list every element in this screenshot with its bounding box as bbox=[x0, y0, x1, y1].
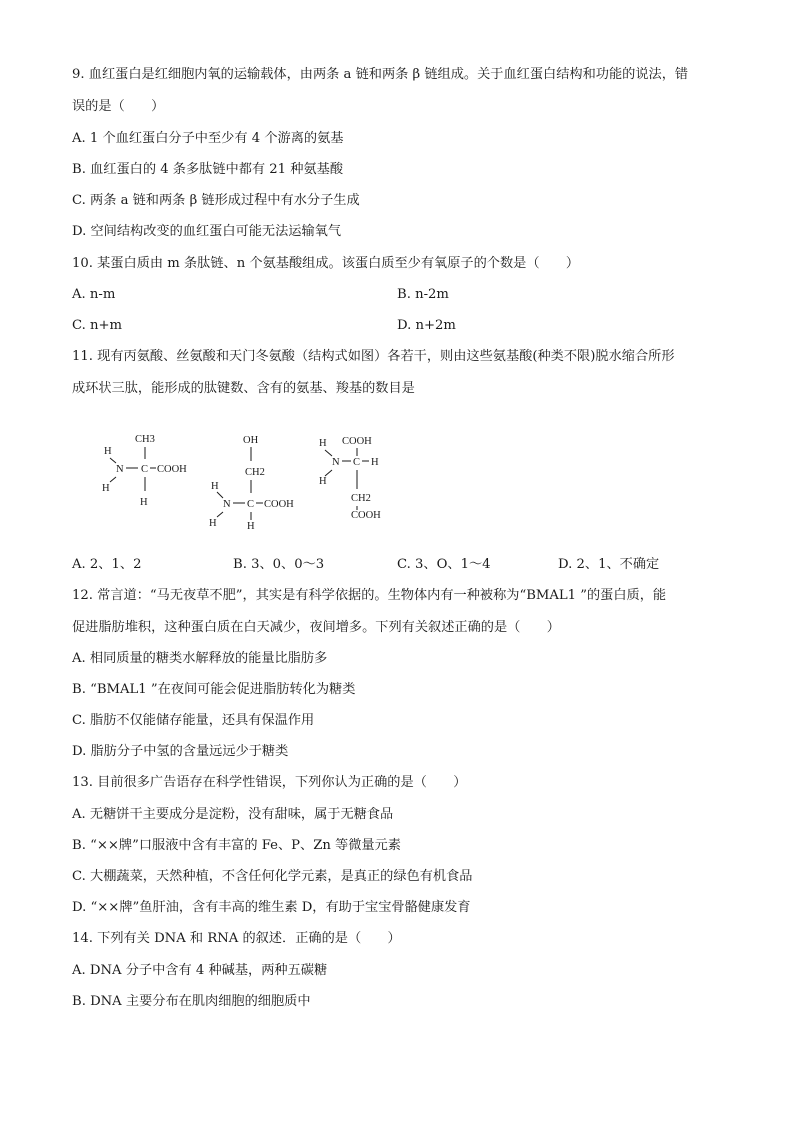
q10-option-c: C. n+m bbox=[72, 318, 123, 333]
q12-stem-line1: 12. 常言道：“马无夜草不肥”，其实是有科学依据的。生物体内有一种被称为“BMAL1 ”的蛋白质，能 bbox=[72, 588, 667, 603]
q11-option-a: A. 2、1、2 bbox=[72, 557, 142, 572]
alanine-structure bbox=[102, 434, 187, 508]
serine-c: C bbox=[247, 499, 255, 510]
alanine-cooh: COOH bbox=[157, 464, 187, 475]
q11-option-b: B. 3、0、0～3 bbox=[233, 557, 325, 572]
q11-option-d: D. 2、1、不确定 bbox=[558, 557, 660, 572]
q12-option-a: A. 相同质量的糖类水解释放的能量比脂肪多 bbox=[72, 651, 328, 666]
q9-stem-line2: 误的是（ ） bbox=[72, 99, 165, 114]
amino-acid-structures-figure bbox=[95, 425, 405, 535]
aspartic-acid-structure bbox=[319, 436, 381, 521]
q13-stem: 13. 目前很多广告语存在科学性错误，下列你认为正确的是（ ） bbox=[72, 775, 467, 790]
q12-option-b: B. “BMAL1 ”在夜间可能会促进脂肪转化为糖类 bbox=[72, 682, 356, 697]
q10-stem: 10. 某蛋白质由 m 条肽链、n 个氨基酸组成。该蛋白质至少有氧原子的个数是（ ） bbox=[72, 256, 580, 271]
q10-option-b: B. n-2m bbox=[397, 287, 449, 302]
q9-stem-line1: 9. 血红蛋白是红细胞内氧的运输载体，由两条 a 链和两条 β 链组成。关于血红蛋白结构和功能的说法，错 bbox=[72, 67, 689, 82]
serine-n: N bbox=[223, 499, 231, 510]
alanine-c: C bbox=[141, 464, 149, 475]
q9-option-c: C. 两条 a 链和两条 β 链形成过程中有水分子生成 bbox=[72, 193, 360, 208]
aspartic-ch2: CH2 bbox=[351, 493, 371, 504]
alanine-h-alpha: H bbox=[140, 497, 148, 508]
q12-option-d: D. 脂肪分子中氢的含量远远少于糖类 bbox=[72, 744, 289, 759]
serine-h-alpha: H bbox=[247, 521, 255, 532]
aspartic-c: C bbox=[353, 457, 361, 468]
alanine-ch3: CH3 bbox=[135, 434, 155, 445]
q9-option-b: B. 血红蛋白的 4 条多肽链中都有 21 种氨基酸 bbox=[72, 162, 344, 177]
q11-stem-line2: 成环状三肽，能形成的肽键数、含有的氨基、羧基的数目是 bbox=[72, 381, 415, 396]
aspartic-cooh-top: COOH bbox=[342, 436, 372, 447]
aspartic-h-bottom: H bbox=[319, 476, 327, 487]
serine-h-top: H bbox=[211, 481, 219, 492]
q13-option-a: A. 无糖饼干主要成分是淀粉，没有甜味，属于无糖食品 bbox=[72, 807, 394, 822]
q13-option-c: C. 大棚蔬菜，天然种植，不含任何化学元素，是真正的绿色有机食品 bbox=[72, 869, 473, 884]
q9-option-a: A. 1 个血红蛋白分子中至少有 4 个游离的氨基 bbox=[72, 131, 344, 146]
serine-oh: OH bbox=[243, 435, 259, 446]
q10-option-d: D. n+2m bbox=[397, 318, 456, 333]
q12-stem-line2: 促进脂肪堆积，这种蛋白质在白天减少，夜间增多。下列有关叙述正确的是（ ） bbox=[72, 620, 560, 635]
serine-h-bottom: H bbox=[209, 518, 217, 529]
aspartic-n: N bbox=[332, 457, 340, 468]
q9-option-d: D. 空间结构改变的血红蛋白可能无法运输氧气 bbox=[72, 224, 342, 239]
serine-cooh: COOH bbox=[264, 499, 294, 510]
serine-ch2: CH2 bbox=[245, 467, 265, 478]
aspartic-cooh-bottom: COOH bbox=[351, 510, 381, 521]
alanine-h-top: H bbox=[104, 446, 112, 457]
q14-option-b: B. DNA 主要分布在肌肉细胞的细胞质中 bbox=[72, 994, 311, 1009]
q13-option-b: B. “××牌”口服液中含有丰富的 Fe、P、Zn 等微量元素 bbox=[72, 838, 401, 853]
q14-option-a: A. DNA 分子中含有 4 种碱基，两种五碳糖 bbox=[72, 963, 328, 978]
q11-stem-line1: 11. 现有丙氨酸、丝氨酸和天门冬氨酸（结构式如图）各若干，则由这些氨基酸(种类不限)脱水缩合所形 bbox=[72, 349, 675, 364]
aspartic-h-alpha: H bbox=[371, 457, 379, 468]
q14-stem: 14. 下列有关 DNA 和 RNA 的叙述．正确的是（ ） bbox=[72, 931, 401, 946]
alanine-h-bottom: H bbox=[102, 483, 110, 494]
q13-option-d: D. “××牌”鱼肝油，含有丰高的维生素 D，有助于宝宝骨骼健康发育 bbox=[72, 900, 471, 915]
q11-option-c: C. 3、O、1～4 bbox=[397, 557, 491, 572]
q12-option-c: C. 脂肪不仅能储存能量，还具有保温作用 bbox=[72, 713, 315, 728]
alanine-n: N bbox=[116, 464, 124, 475]
aspartic-h-top: H bbox=[319, 438, 327, 449]
serine-structure bbox=[209, 435, 294, 532]
q10-option-a: A. n-m bbox=[72, 287, 116, 302]
